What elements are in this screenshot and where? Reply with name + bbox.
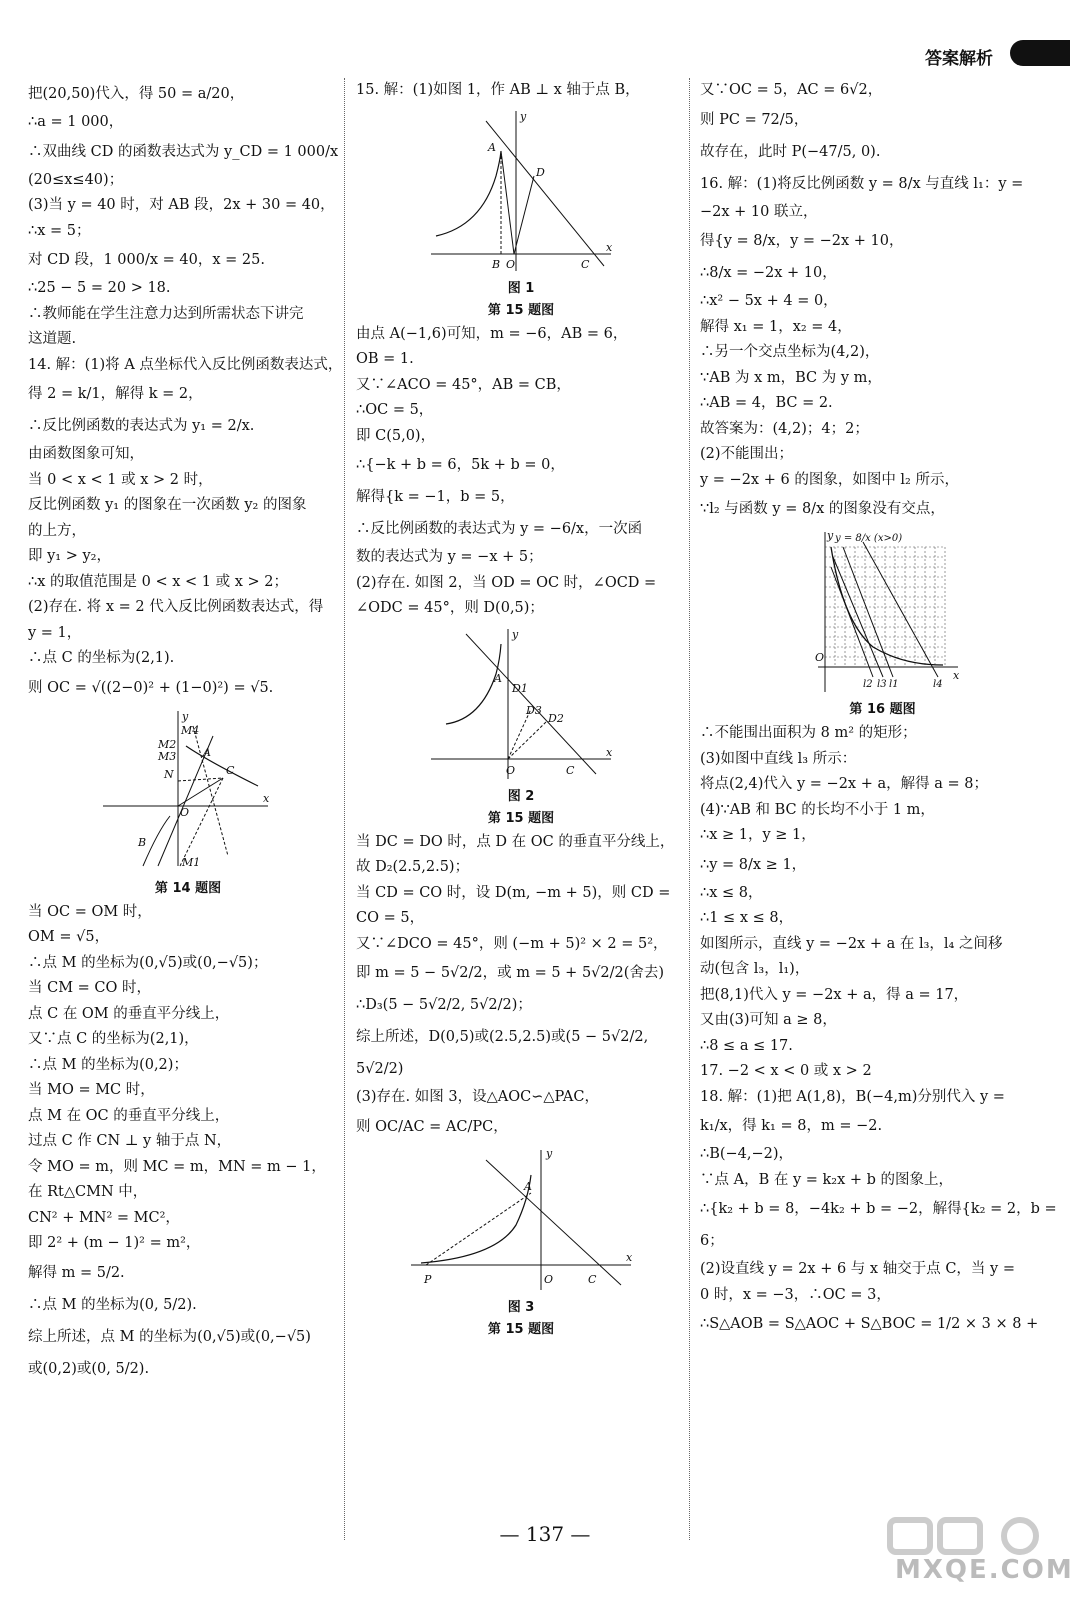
fig16-label-o: O bbox=[814, 651, 824, 664]
fig14-label-m4: M4 bbox=[181, 723, 200, 737]
text-line: ∴a = 1 000， bbox=[28, 114, 124, 130]
figure-15-1-caption: 第 15 题图 bbox=[487, 302, 555, 318]
fig3-label-x: x bbox=[626, 1250, 633, 1264]
fig3-label-o: O bbox=[544, 1272, 554, 1286]
text-line: 即 m = 5 − 5√2/2，或 m = 5 + 5√2/2(舍去) bbox=[356, 965, 665, 981]
text-line: 的上方， bbox=[28, 522, 86, 539]
text-line: 又∵∠DCO = 45°，则 (−m + 5)² × 2 = 5²， bbox=[356, 935, 668, 952]
fig14-label-m3: M3 bbox=[158, 749, 177, 763]
text-line: ∴{−k + b = 6，5k + b = 0， bbox=[356, 457, 565, 473]
text-line: ∴x = 5； bbox=[28, 222, 91, 239]
text-line: 16. 解：(1)将反比例函数 y = 8/x 与直线 l₁：y = bbox=[700, 175, 1024, 192]
page-number: — 137 — bbox=[499, 1522, 591, 1546]
text-line: ∴y = 8/x ≥ 1， bbox=[700, 856, 807, 873]
fig1-label-b: B bbox=[492, 257, 501, 271]
fig16-func-label: y = 8/x (x>0) bbox=[834, 533, 902, 544]
text-line: y = 1， bbox=[28, 624, 82, 641]
text-line: 过点 C 作 CN ⊥ y 轴于点 N， bbox=[28, 1133, 232, 1149]
text-line: 由函数图象可知， bbox=[28, 446, 144, 462]
fig1-label-d: D bbox=[536, 165, 545, 179]
text-line: 又∵OC = 5，AC = 6√2， bbox=[700, 82, 883, 98]
text-line: (2)存在. 如图 2，当 OD = OC 时，∠OCD = bbox=[356, 574, 657, 591]
header-title: 答案解析 bbox=[925, 49, 993, 69]
text-line: y = −2x + 6 的图象，如图中 l₂ 所示， bbox=[700, 471, 959, 488]
text-line: ∴不能围出面积为 8 m² 的矩形； bbox=[700, 725, 917, 741]
col1-text-b bbox=[28, 900, 348, 1385]
text-line: 数的表达式为 y = −x + 5； bbox=[356, 549, 543, 565]
text-line: 即 C(5,0)， bbox=[356, 427, 436, 444]
fig2-label-x: x bbox=[606, 745, 613, 759]
figure-15-2 bbox=[426, 624, 616, 784]
text-line: ∴反比例函数的表达式为 y = −6/x，一次函 bbox=[356, 521, 643, 537]
text-line: 令 MO = m，则 MC = m，MN = m − 1， bbox=[28, 1158, 326, 1175]
fig1-label-c: C bbox=[581, 257, 590, 271]
text-line: ∵AB 为 x m，BC 为 y m， bbox=[700, 369, 882, 386]
text-line: 即 y₁ > y₂， bbox=[28, 548, 111, 564]
text-line: ∴另一个交点坐标为(4,2)， bbox=[700, 344, 880, 360]
text-line: 把(8,1)代入 y = −2x + a，得 a = 17， bbox=[700, 986, 969, 1003]
text-line: 综上所述，点 M 的坐标为(0,√5)或(0,−√5) bbox=[28, 1328, 311, 1345]
fig2-label-y: y bbox=[512, 627, 519, 641]
fig3-label-y: y bbox=[546, 1146, 553, 1160]
text-line: ∴反比例函数的表达式为 y₁ = 2/x. bbox=[28, 418, 255, 434]
text-line: 则 PC = 72/5， bbox=[700, 111, 809, 128]
text-line: 解得 x₁ = 1，x₂ = 4， bbox=[700, 318, 852, 335]
text-line: 故 D₂(2.5,2.5)； bbox=[356, 859, 470, 875]
column-divider bbox=[689, 78, 690, 1540]
figure-15-1-label: 图 1 bbox=[507, 280, 535, 296]
fig14-label-m2: M2 bbox=[158, 737, 177, 751]
fig14-label-n: N bbox=[164, 767, 174, 781]
text-line: 在 Rt△CMN 中， bbox=[28, 1184, 148, 1200]
text-line: 当 0 < x < 1 或 x > 2 时， bbox=[28, 471, 213, 488]
text-line: 综上所述，D(0,5)或(2.5,2.5)或(5 − 5√2/2, 5√2/2) bbox=[356, 1029, 653, 1077]
text-line: ∴1 ≤ x ≤ 8， bbox=[700, 910, 794, 926]
column-1 bbox=[28, 78, 348, 1385]
watermark-text: MXQE.COM bbox=[895, 1555, 1074, 1585]
text-line: 或(0,2)或(0, 5/2). bbox=[28, 1360, 150, 1377]
figure-15-2-label: 图 2 bbox=[507, 788, 535, 804]
fig3-label-p: P bbox=[424, 1272, 432, 1286]
text-line: 当 OC = OM 时， bbox=[28, 903, 152, 920]
figure-16-caption: 第 16 题图 bbox=[849, 702, 916, 717]
text-line: ∴点 M 的坐标为(0,2)； bbox=[28, 1056, 188, 1073]
figure-14 bbox=[98, 706, 278, 876]
fig2-label-d1: D1 bbox=[512, 681, 528, 695]
fig14-label-o: O bbox=[180, 805, 190, 819]
text-line: 0 时，x = −3，∴OC = 3， bbox=[700, 1286, 891, 1303]
text-line: 对 CD 段，1 000/x = 40，x = 25. bbox=[28, 252, 265, 268]
fig2-label-o: O bbox=[506, 763, 516, 777]
text-line: 当 CM = CO 时， bbox=[28, 980, 152, 996]
fig1-label-x: x bbox=[606, 240, 613, 254]
text-line: 17. −2 < x < 0 或 x > 2 bbox=[700, 1063, 872, 1079]
fig2-label-c: C bbox=[566, 763, 575, 777]
text-line: ∴8 ≤ a ≤ 17. bbox=[700, 1037, 793, 1054]
text-line: 如图所示，直线 y = −2x + a 在 l₃，l₄ 之间移 bbox=[700, 935, 1003, 952]
header-tab-marker bbox=[1010, 40, 1070, 66]
text-line: 得 2 = k/1，解得 k = 2， bbox=[28, 386, 203, 402]
fig16-label-l4: l4 bbox=[932, 679, 943, 690]
text-line: OB = 1. bbox=[356, 351, 414, 367]
figure-15-3 bbox=[406, 1145, 636, 1295]
text-line: 即 2² + (m − 1)² = m²， bbox=[28, 1235, 201, 1251]
column-2 bbox=[356, 78, 686, 1341]
fig14-label-m1: M1 bbox=[182, 855, 201, 869]
text-line: 18. 解：(1)把 A(1,8)，B(−4,m)分别代入 y = bbox=[700, 1088, 1005, 1105]
text-line: 解得{k = −1，b = 5， bbox=[356, 489, 515, 505]
text-line: ∴教师能在学生注意力达到所需状态下讲完 bbox=[28, 305, 304, 322]
text-line: 14. 解：(1)将 A 点坐标代入反比例函数表达式， bbox=[28, 356, 343, 373]
fig14-label-y: y bbox=[182, 709, 189, 723]
text-line: ∴OC = 5， bbox=[356, 402, 434, 418]
fig16-label-l2: l2 bbox=[862, 679, 873, 690]
text-line: (4)∵AB 和 BC 的长均不小于 1 m， bbox=[700, 801, 935, 818]
text-line: (2)设直线 y = 2x + 6 与 x 轴交于点 C，当 y = bbox=[700, 1261, 1015, 1277]
text-line: 动(包含 l₃，l₁)， bbox=[700, 961, 810, 977]
text-line: ∴x² − 5x + 4 = 0， bbox=[700, 293, 838, 309]
text-line: ∴双曲线 CD 的函数表达式为 y_CD = 1 000/x bbox=[28, 143, 339, 160]
text-line: ∴B(−4,−2)， bbox=[700, 1146, 794, 1162]
text-line: 反比例函数 y₁ 的图象在一次函数 y₂ 的图象 bbox=[28, 497, 307, 513]
text-line: ∴点 M 的坐标为(0, 5/2). bbox=[28, 1296, 197, 1313]
fig2-label-a: A bbox=[494, 671, 502, 685]
text-line: 点 C 在 OM 的垂直平分线上， bbox=[28, 1005, 230, 1022]
text-line: ∴点 M 的坐标为(0,√5)或(0,−√5)； bbox=[28, 954, 268, 971]
figure-15-2-caption: 第 15 题图 bbox=[487, 810, 555, 826]
text-line: 当 MO = MC 时， bbox=[28, 1082, 155, 1098]
text-line: 这道题. bbox=[28, 331, 77, 347]
fig14-label-c: C bbox=[226, 763, 235, 777]
text-line: (2)不能围出； bbox=[700, 446, 794, 462]
text-line: ∴{k₂ + b = 8，−4k₂ + b = −2，解得{k₂ = 2，b = 6； bbox=[700, 1201, 1062, 1249]
text-line: 故存在，此时 P(−47/5, 0). bbox=[700, 143, 881, 160]
fig14-label-a: A bbox=[203, 745, 211, 759]
text-line: ∴x ≤ 8， bbox=[700, 884, 763, 901]
text-line: (2)存在. 将 x = 2 代入反比例函数表达式，得 bbox=[28, 599, 324, 615]
text-line: ∴8/x = −2x + 10， bbox=[700, 265, 837, 281]
text-line: ∴25 − 5 = 20 > 18. bbox=[28, 280, 171, 296]
figure-15-3-caption: 第 15 题图 bbox=[487, 1321, 555, 1337]
fig1-label-a: A bbox=[488, 140, 496, 154]
text-line: 又由(3)可知 a ≥ 8， bbox=[700, 1012, 837, 1028]
text-line: 由点 A(−1,6)可知，m = −6，AB = 6， bbox=[356, 325, 628, 342]
fig16-label-y: y bbox=[826, 529, 833, 542]
fig16-label-x: x bbox=[952, 669, 959, 682]
text-line: (3)当 y = 40 时，对 AB 段，2x + 30 = 40， bbox=[28, 197, 335, 213]
text-line: (20≤x≤40)； bbox=[28, 171, 124, 188]
fig16-label-l1: l1 bbox=[888, 679, 899, 690]
text-line: ∴点 C 的坐标为(2,1). bbox=[28, 650, 175, 666]
text-line: 将点(2,4)代入 y = −2x + a，解得 a = 8； bbox=[700, 776, 988, 792]
text-line: 则 OC = √((2−0)² + (1−0)²) = √5. bbox=[28, 679, 274, 696]
fig2-label-d3: D3 bbox=[526, 703, 542, 717]
fig16-label-l3: l3 bbox=[876, 679, 887, 690]
fig3-label-c: C bbox=[588, 1272, 597, 1286]
text-line: CO = 5， bbox=[356, 910, 425, 926]
text-line: 故答案为：(4,2)；4；2； bbox=[700, 420, 869, 437]
column-3 bbox=[700, 78, 1065, 1340]
text-line: OM = √5， bbox=[28, 929, 110, 945]
text-line: −2x + 10 联立， bbox=[700, 203, 818, 220]
fig2-label-d2: D2 bbox=[548, 711, 564, 725]
text-line: ∴AB = 4，BC = 2. bbox=[700, 395, 833, 411]
fig3-label-a: A bbox=[524, 1179, 532, 1193]
text-line: 当 CD = CO 时，设 D(m, −m + 5)，则 CD = bbox=[356, 884, 671, 901]
text-line: 15. 解：(1)如图 1，作 AB ⊥ x 轴于点 B， bbox=[356, 82, 640, 98]
text-line: 解得 m = 5/2. bbox=[28, 1264, 125, 1281]
text-line: ∴D₃(5 − 5√2/2, 5√2/2)； bbox=[356, 997, 532, 1013]
text-line: ∴x 的取值范围是 0 < x < 1 或 x > 2； bbox=[28, 573, 288, 590]
text-line: ∴S△AOB = S△AOC + S△BOC = 1/2 × 3 × 8 + bbox=[700, 1316, 1039, 1332]
text-line: 又∵点 C 的坐标为(2,1)， bbox=[28, 1031, 199, 1047]
figure-14-caption: 第 14 题图 bbox=[154, 880, 222, 896]
fig1-label-y: y bbox=[520, 109, 527, 123]
fig14-label-x: x bbox=[263, 791, 270, 805]
text-line: 又∵∠ACO = 45°，AB = CB， bbox=[356, 376, 571, 393]
col1-text-a bbox=[28, 78, 348, 704]
text-line: (3)如图中直线 l₃ 所示： bbox=[700, 750, 857, 767]
text-line: ∵l₂ 与函数 y = 8/x 的图象没有交点， bbox=[700, 501, 945, 517]
figure-15-1 bbox=[426, 106, 616, 276]
text-line: CN² + MN² = MC²， bbox=[28, 1209, 180, 1226]
text-line: 则 OC/AC = AC/PC， bbox=[356, 1118, 508, 1135]
figure-15-3-label: 图 3 bbox=[507, 1299, 535, 1315]
text-line: 把(20,50)代入，得 50 = a/20， bbox=[28, 86, 245, 102]
fig1-label-o: O bbox=[506, 257, 516, 271]
text-line: 点 M 在 OC 的垂直平分线上， bbox=[28, 1107, 230, 1124]
text-line: k₁/x，得 k₁ = 8，m = −2. bbox=[700, 1118, 883, 1134]
text-line: ∵点 A，B 在 y = k₂x + b 的图象上， bbox=[700, 1171, 954, 1188]
text-line: ∴x ≥ 1，y ≥ 1， bbox=[700, 827, 816, 843]
text-line: ∠ODC = 45°，则 D(0,5)； bbox=[356, 600, 544, 616]
figure-16 bbox=[803, 527, 963, 697]
text-line: 得{y = 8/x，y = −2x + 10， bbox=[700, 233, 904, 249]
text-line: 当 DC = DO 时，点 D 在 OC 的垂直平分线上， bbox=[356, 833, 675, 850]
text-line: (3)存在. 如图 3，设△AOC∽△PAC， bbox=[356, 1089, 599, 1105]
fig14-label-b: B bbox=[138, 835, 147, 849]
